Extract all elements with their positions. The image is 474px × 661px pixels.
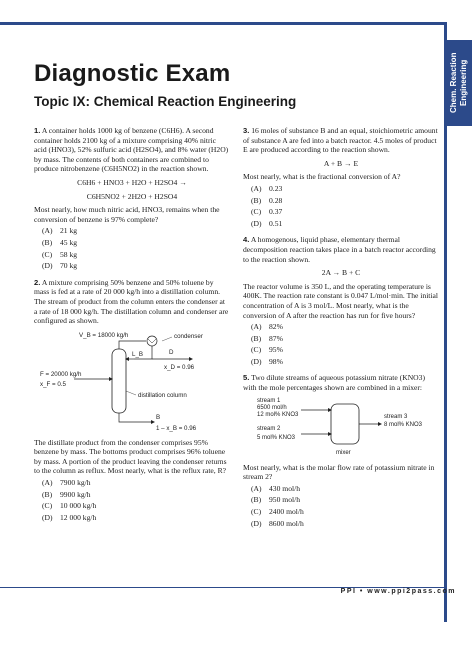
question-prompt: The reactor volume is 350 L, and the operating temperature is 400K. The reaction rate constant is 0.047 L/mol·min. The initial concentration of A is 3 mol/L. Most nearly, what is the conversion of A after the reaction has run for five hours? (243, 281, 439, 320)
option-b[interactable]: (B) 950 mol/h (251, 495, 301, 505)
page-title: Diagnostic Exam (34, 60, 231, 87)
right-column (243, 126, 439, 535)
question-prompt: Most nearly, what is the fractional conversion of A? (243, 172, 401, 182)
question-text: Two dilute streams of aqueous potassium nitrate (KNO3) with the mole percentages shown are combined in a mixer: (243, 373, 425, 393)
question-text: A mixture comprising 50% benzene and 50% toluene by mass is fed at a rate of 20 000 kg/h into a distillation column. The stream of product from the column enters the condenser at a rate of 18 000 kg/h. The distillation column and condenser are configured as shown. (34, 277, 229, 326)
mixer-label: mixer (336, 449, 351, 456)
question-prompt: Most nearly, what is the molar flow rate of potassium nitrate in stream 2? (243, 462, 435, 482)
question-number: 2. (34, 277, 41, 287)
lb-label: L_B (132, 350, 144, 358)
question-1 (34, 126, 230, 271)
option-c[interactable]: (C) 2400 mol/h (251, 507, 304, 517)
condenser-label: condenser (174, 332, 203, 340)
question-3 (243, 126, 439, 228)
question-5 (243, 373, 439, 528)
question-2 (34, 278, 230, 523)
option-a[interactable]: (A) 21 kg (42, 226, 78, 236)
b-label: B (156, 413, 161, 421)
page-subtitle: Topic IX: Chemical Reaction Engineering (34, 94, 297, 109)
option-a[interactable]: (A) 430 mol/h (251, 483, 301, 493)
question-text: A homogenous, liquid phase, elementary thermal decomposition reaction takes place in a batch reactor according to the reaction shown. (243, 235, 436, 264)
option-c[interactable]: (C) 10 000 kg/h (42, 501, 97, 511)
option-b[interactable]: (B) 0.28 (251, 195, 283, 205)
stream3-comp: 8 mol% KNO3 (384, 421, 423, 428)
option-a[interactable]: (A) 0.23 (251, 183, 283, 193)
question-prompt: Most nearly, how much nitric acid, HNO3, remains when the conversion of benzene is 97% complete? (34, 205, 220, 224)
column-shape (112, 349, 126, 413)
question-number: 1. (34, 126, 41, 135)
option-b[interactable]: (B) 9900 kg/h (42, 489, 91, 499)
vb-label: V_B = 18000 kg/h (79, 331, 129, 339)
option-a[interactable]: (A) 82% (251, 322, 283, 332)
option-d[interactable]: (D) 12 000 kg/h (42, 512, 97, 522)
option-c[interactable]: (C) 95% (251, 345, 283, 355)
left-column (34, 126, 230, 529)
column-label: distillation column (138, 391, 187, 399)
stream1-flow: 6500 mol/h (257, 404, 287, 411)
option-b[interactable]: (B) 87% (251, 333, 283, 343)
option-b[interactable]: (B) 45 kg (42, 237, 78, 247)
option-d[interactable]: (D) 98% (251, 356, 283, 366)
top-rule (0, 22, 446, 25)
question-4 (243, 235, 439, 366)
distillation-diagram (34, 329, 230, 433)
f-label: F = 20000 kg/h (40, 370, 82, 378)
option-d[interactable]: (D) 8600 mol/h (251, 518, 304, 528)
question-prompt: The distillate product from the condenser comprises 95% benzene by mass. The bottoms product comprises 96% toluene by mass. A portion of the product leaving the condenser returns to the column as reflux. Most nearly, what is the reflux rate, R? (34, 437, 227, 476)
equation: A + B → E (323, 158, 359, 168)
xf-label: x_F = 0.5 (40, 380, 66, 388)
option-d[interactable]: (D) 70 kg (42, 261, 78, 271)
question-text: A container holds 1000 kg of benzene (C6H6). A second container holds 2100 kg of a mixture comprising 40% nitric acid (HNO3), 52% sulfuric acid (H2SO4), and 8% water (H2O) by mass. The contents of both containers are combined to produce nitrobenzene (C6H5NO2) in the reaction shown. (34, 126, 229, 174)
mixer-diagram (243, 396, 439, 458)
d-label: D (169, 348, 174, 356)
option-a[interactable]: (A) 7900 kg/h (42, 478, 91, 488)
stream2-comp: 5 mol% KNO3 (257, 434, 296, 441)
mixer-shape (331, 404, 359, 444)
question-number: 4. (243, 235, 250, 245)
equation-line-2: C6H5NO2 + 2H2O + H2SO4 (86, 191, 178, 201)
condenser-icon (147, 336, 157, 346)
option-c[interactable]: (C) 58 kg (42, 249, 78, 259)
stream1-comp: 12 mol% KNO3 (257, 411, 299, 418)
equation: 2A → B + C (321, 268, 361, 278)
question-number: 3. (243, 126, 250, 135)
footer-text: PPI • www.ppi2pass.com (340, 588, 456, 595)
xb-label: 1 – x_B = 0.96 (156, 424, 197, 432)
option-c[interactable]: (C) 0.37 (251, 207, 283, 217)
xd-label: x_D = 0.96 (164, 363, 195, 371)
equation-line-1: C6H6 + HNO3 + H2O + H2SO4 → (77, 177, 187, 187)
chapter-tab: Chem. Reaction Engineering (446, 40, 472, 126)
question-number: 5. (243, 373, 250, 383)
stream3-label: stream 3 (384, 413, 408, 420)
stream2-label: stream 2 (257, 425, 281, 432)
question-text: 16 moles of substance B and an equal, stoichiometric amount of substance A are fed into a batch reactor. 4.5 moles of product E are produced according to the reaction shown. (243, 126, 438, 155)
option-d[interactable]: (D) 0.51 (251, 218, 283, 228)
stream1-label: stream 1 (257, 397, 281, 404)
